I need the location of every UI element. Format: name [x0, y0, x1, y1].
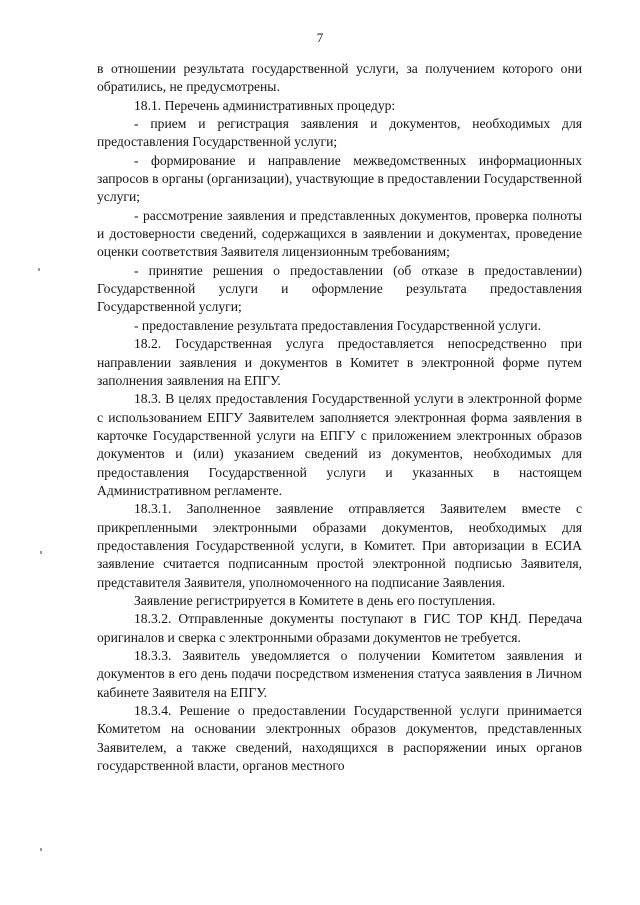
- paragraph-18-3-3: 18.3.3. Заявитель уведомляется о получении Комитетом заявления и документов в его день подачи посредством изменения статуса заявления в Личном кабинете Заявителя на ЕПГУ.: [97, 648, 582, 700]
- paragraph-18-3: 18.3. В целях предоставления Государственной услуги в электронной форме с использованием ЕПГУ Заявителем заполняется электронная форма заявления в карточке Государственной услуги на ЕПГУ с приложением электронных образов документов и (или) указанием сведений из документов, необходимых для предоставления Государственной услуги и указанных в настоящем Административном регламенте.: [97, 391, 582, 498]
- scan-speck: [38, 268, 40, 271]
- document-body: [97, 60, 582, 775]
- paragraph-18-3-2: 18.3.2. Отправленные документы поступают в ГИС ТОР КНД. Передача оригиналов и сверка с электронными образами документов не требуется.: [97, 611, 582, 645]
- paragraph-registration: Заявление регистрируется в Комитете в день его поступления.: [134, 592, 496, 608]
- list-item-procedure: - прием и регистрация заявления и документов, необходимых для предоставления Государственной услуги;: [97, 116, 582, 150]
- list-item-procedure: - принятие решения о предоставлении (об отказе в предоставлении) Государственной услуги и оформление результата предоставления Государственной услуги;: [97, 262, 582, 315]
- paragraph-18-3-1: 18.3.1. Заполненное заявление отправляется Заявителем вместе с прикрепленными электронными образами документов, необходимых для предоставления Государственной услуги, в Комитет. При авторизации в ЕСИА заявление считается подписанным простой электронной подписью Заявителя, представителя Заявителя, уполномоченного на подписание Заявления.: [97, 501, 582, 590]
- list-item-procedure: - предоставление результата предоставления Государственной услуги.: [134, 317, 541, 333]
- list-item-procedure: - формирование и направление межведомственных информационных запросов в органы (организации), участвующие в предоставлении Государственной услуги;: [97, 152, 583, 205]
- paragraph-continuation: в отношении результата государственной услуги, за получением которого они обратились, не предусмотрены.: [97, 61, 582, 95]
- paragraph-18-1-heading: 18.1. Перечень административных процедур:: [134, 97, 396, 113]
- paragraph-18-2: 18.2. Государственная услуга предоставляется непосредственно при направлении заявления и документов в Комитет в электронной форме путем заполнения заявления на ЕПГУ.: [97, 336, 582, 388]
- scan-speck: [40, 551, 42, 554]
- paragraph-18-3-4: 18.3.4. Решение о предоставлении Государственной услуги принимается Комитетом на основании электронных образов документов, представленных Заявителем, а также сведений, находящихся в распоряжении иных органов государственной власти, органов местного: [97, 703, 582, 774]
- page-number: 7: [316, 30, 324, 45]
- scan-speck: [40, 848, 42, 851]
- list-item-procedure: - рассмотрение заявления и представленных документов, проверка полноты и достоверности сведений, содержащихся в заявлении и документах, проведение оценки соответствия Заявителя лицензионным требованиям;: [97, 207, 582, 260]
